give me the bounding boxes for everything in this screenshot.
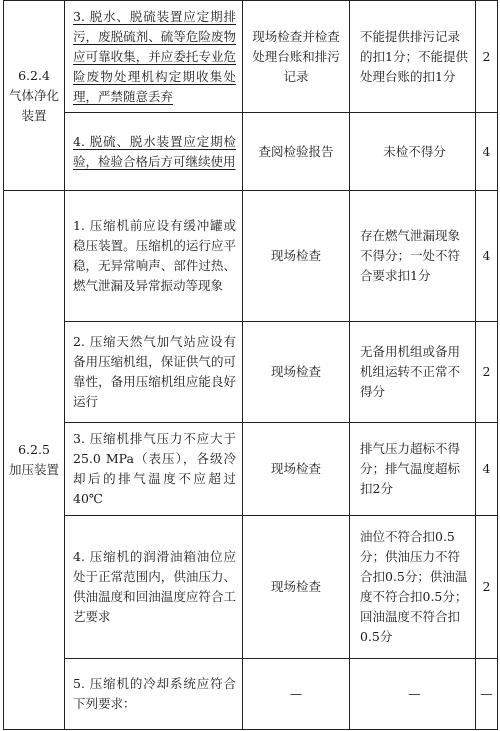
requirement-text: 4. 脱硫、脱水装置应定期检验，检验合格后方可继续使用 xyxy=(73,133,236,169)
points-value: 4 xyxy=(482,248,491,263)
scoring-text: 油位不符合扣0.5分；供油压力不符合扣0.5分；供油温度不符合扣0.5分；回油温度不符合扣0.5分 xyxy=(360,529,468,644)
requirement-text: 3. 压缩机排气压力不应大于25.0 MPa（表压），各级冷却后的排气温度不应超过40℃ xyxy=(73,431,236,506)
points-cell xyxy=(476,113,498,191)
section-code: 6.2.4 xyxy=(18,67,50,83)
requirement-cell xyxy=(65,659,243,730)
check-method-cell xyxy=(243,423,350,516)
requirement-text: 1. 压缩机前应设有缓冲罐或稳压装置。压缩机的运行应平稳，无异常响声、部件过热、燃气泄漏及异常振动等现象 xyxy=(73,218,236,293)
points-value: 4 xyxy=(482,461,491,476)
scoring-text: — xyxy=(408,686,421,701)
scoring-text: 存在燃气泄漏现象不得分；一处不符合要求扣1分 xyxy=(360,228,461,283)
scoring-cell xyxy=(350,113,476,191)
requirement-cell xyxy=(65,423,243,516)
section-name: 加压装置 xyxy=(8,462,59,477)
points-value: 2 xyxy=(482,364,491,379)
points-cell xyxy=(476,322,498,423)
points-cell xyxy=(476,516,498,659)
section-cell-gas-purification xyxy=(4,1,65,191)
requirement-text: 4. 压缩机的润滑油箱油位应处于正常范围内，供油压力、供油温度和回油温度应符合工艺要求 xyxy=(73,549,236,624)
requirement-cell xyxy=(65,516,243,659)
scoring-text: 无备用机组或备用机组运转不正常不得分 xyxy=(360,344,461,399)
check-method-text: — xyxy=(289,686,303,701)
check-method-text: 查阅检验报告 xyxy=(258,143,334,159)
table-row xyxy=(4,1,498,113)
section-cell-compression xyxy=(4,191,65,730)
points-value: 2 xyxy=(482,48,491,64)
check-method-cell xyxy=(243,659,350,730)
scoring-text: 未检不得分 xyxy=(383,143,446,159)
requirement-cell xyxy=(65,1,243,113)
table-row xyxy=(4,191,498,322)
points-cell xyxy=(476,1,498,113)
table-row xyxy=(4,659,498,730)
points-cell xyxy=(476,191,498,322)
requirement-text: 3. 脱水、脱硫装置应定期排污，废脱硫剂、硫等危险废物应可靠收集，并应委托专业危险废物处理机构定期收集处理，严禁随意丢弃 xyxy=(73,8,236,104)
check-method-text: 现场检查 xyxy=(270,461,321,476)
scoring-cell xyxy=(350,191,476,322)
scoring-text: 排气压力超标不得分；排气温度超标扣2分 xyxy=(360,441,461,496)
scoring-cell xyxy=(350,322,476,423)
points-value: 4 xyxy=(482,143,491,159)
section-code: 6.2.5 xyxy=(18,442,50,457)
check-method-cell xyxy=(243,113,350,191)
scoring-cell xyxy=(350,1,476,113)
points-value: — xyxy=(480,686,493,701)
check-method-text: 现场检查 xyxy=(270,364,321,379)
scoring-cell xyxy=(350,659,476,730)
points-cell xyxy=(476,659,498,730)
check-method-cell xyxy=(243,322,350,423)
table-row xyxy=(4,516,498,659)
check-method-text: 现场检查并检查处理台账和排污记录 xyxy=(252,28,340,84)
check-method-text: 现场检查 xyxy=(270,579,321,594)
scoring-cell xyxy=(350,423,476,516)
table-row xyxy=(4,113,498,191)
table-row xyxy=(4,423,498,516)
points-value: 2 xyxy=(482,579,491,594)
requirement-cell xyxy=(65,191,243,322)
requirement-text: 2. 压缩天然气加气站应设有备用压缩机组，保证供气的可靠性，备用压缩机组应能良好运行 xyxy=(73,334,236,409)
check-method-cell xyxy=(243,191,350,322)
requirement-text: 5. 压缩机的冷却系统应符合下列要求： xyxy=(73,676,236,711)
requirement-cell xyxy=(65,113,243,191)
scoring-text: 不能提供排污记录的扣1分；不能提供处理台账的扣1分 xyxy=(360,28,468,84)
inspection-criteria-table xyxy=(3,0,498,730)
check-method-text: 现场检查 xyxy=(270,248,321,263)
section-name: 气体净化装置 xyxy=(8,87,59,123)
requirement-cell xyxy=(65,322,243,423)
check-method-cell xyxy=(243,1,350,113)
check-method-cell xyxy=(243,516,350,659)
scoring-cell xyxy=(350,516,476,659)
points-cell xyxy=(476,423,498,516)
table-row xyxy=(4,322,498,423)
